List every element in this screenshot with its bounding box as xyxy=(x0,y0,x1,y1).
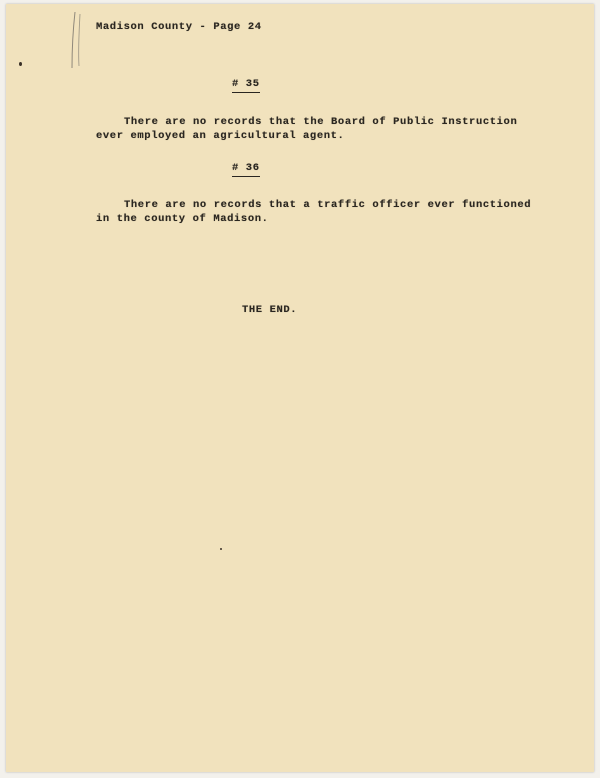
section-35-line-1: There are no records that the Board of Public Instruction xyxy=(124,116,518,128)
section-35-heading: # 35 xyxy=(232,78,260,93)
pencil-mark-icon xyxy=(66,10,88,72)
document-page xyxy=(6,4,594,772)
closing-text: THE END. xyxy=(242,304,298,316)
section-36-line-2: in the county of Madison. xyxy=(96,213,269,225)
section-35-line-2: ever employed an agricultural agent. xyxy=(96,130,345,142)
section-36-heading: # 36 xyxy=(232,162,260,177)
paper-speck xyxy=(19,62,22,66)
section-36-line-1: There are no records that a traffic officer ever functioned xyxy=(124,199,532,211)
paper-speck xyxy=(220,548,222,550)
page-header: Madison County - Page 24 xyxy=(96,21,262,33)
